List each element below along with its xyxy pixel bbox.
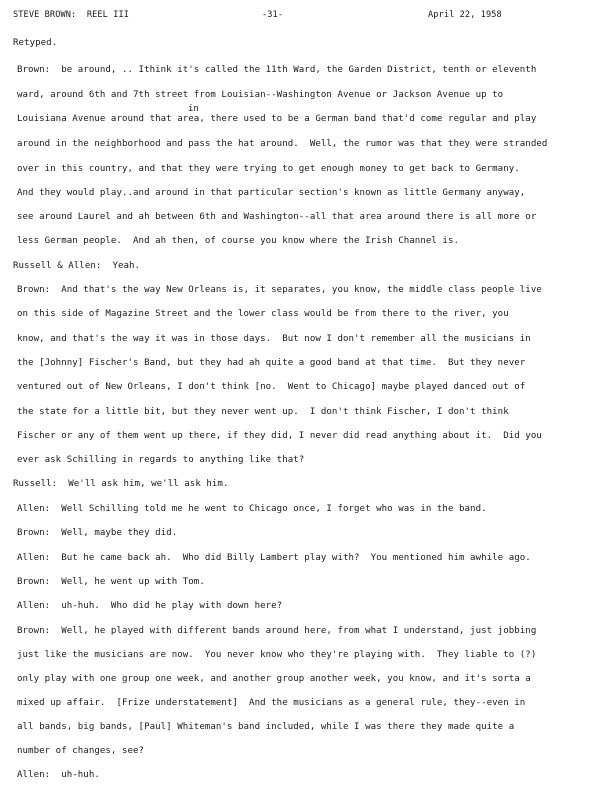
transcript-line: Allen: uh-huh. [17, 770, 100, 780]
transcript-line: Allen: But he came back ah. Who did Billy Lambert play with? You mentioned him awhile ago. [17, 553, 531, 563]
page-number: -31- [262, 10, 284, 20]
transcript-line: on this side of Magazine Street and the lower class would be from there to the river, you [17, 309, 509, 319]
insertion-mark: in [188, 104, 199, 114]
header-speaker-reel: STEVE BROWN: REEL III [13, 10, 130, 20]
transcript-line: ever ask Schilling in regards to anything like that? [17, 455, 305, 465]
transcript-line: Brown: And that's the way New Orleans is, it separates, you know, the middle class people live [17, 285, 542, 295]
transcript-line: over in this country, and that they were trying to get enough money to get back to Germany. [17, 164, 520, 174]
transcript-line: less German people. And ah then, of course you know where the Irish Channel is. [17, 236, 459, 246]
header-date: April 22, 1958 [428, 10, 502, 20]
transcript-line: Brown: Well, he went up with Tom. [17, 577, 205, 587]
transcript-line: Allen: Well Schilling told me he went to Chicago once, I forget who was in the band. [17, 504, 487, 514]
transcript-line: Russell & Allen: Yeah. [13, 261, 141, 271]
transcript-line: see around Laurel and ah between 6th and Washington--all that area around there is all more or [17, 212, 537, 222]
transcript-line: all bands, big bands, [Paul] Whiteman's band included, while I was there they made quite a [17, 722, 515, 732]
transcript-line: number of changes, see? [17, 746, 145, 756]
transcript-line: Brown: Well, maybe they did. [17, 528, 178, 538]
transcript-line: the state for a little bit, but they never went up. I don't think Fischer, I don't think [17, 407, 509, 417]
retyped-note: Retyped. [13, 38, 58, 48]
transcript-line: Allen: uh-huh. Who did he play with down here? [17, 601, 283, 611]
transcript-line: Brown: Well, he played with different bands around here, from what I understand, just jobbing [17, 626, 537, 636]
transcript-line: Brown: be around, .. Ithink it's called the 11th Ward, the Garden District, tenth or eleventh [17, 65, 537, 75]
transcript-line: Fischer or any of them went up there, if they did, I never did read anything about it. Did you [17, 431, 542, 441]
transcript-line: mixed up affair. [Frize understatement] And the musicians as a general rule, they--even in [17, 698, 526, 708]
transcript-line: ventured out of New Orleans, I don't think [no. Went to Chicago] maybe played danced out of [17, 382, 526, 392]
transcript-line: Russell: We'll ask him, we'll ask him. [13, 479, 229, 489]
transcript-line: Louisiana Avenue around that area, there used to be a German band that'd come regular and play [17, 114, 537, 124]
transcript-line: know, and that's the way it was in those days. But now I don't remember all the musicians in [17, 334, 531, 344]
transcript-line: And they would play..and around in that particular section's known as little Germany anyway, [17, 188, 526, 198]
transcript-line: the [Johnny] Fischer's Band, but they had ah quite a good band at that time. But they never [17, 358, 526, 368]
transcript-line: only play with one group one week, and another group another week, you know, and it's sorta a [17, 674, 531, 684]
transcript-line: just like the musicians are now. You never know who they're playing with. They liable to (?) [17, 650, 537, 660]
transcript-line: ward, around 6th and 7th street from Louisian--Washington Avenue or Jackson Avenue up to [17, 90, 504, 100]
transcript-line: around in the neighborhood and pass the hat around. Well, the rumor was that they were stranded [17, 139, 548, 149]
